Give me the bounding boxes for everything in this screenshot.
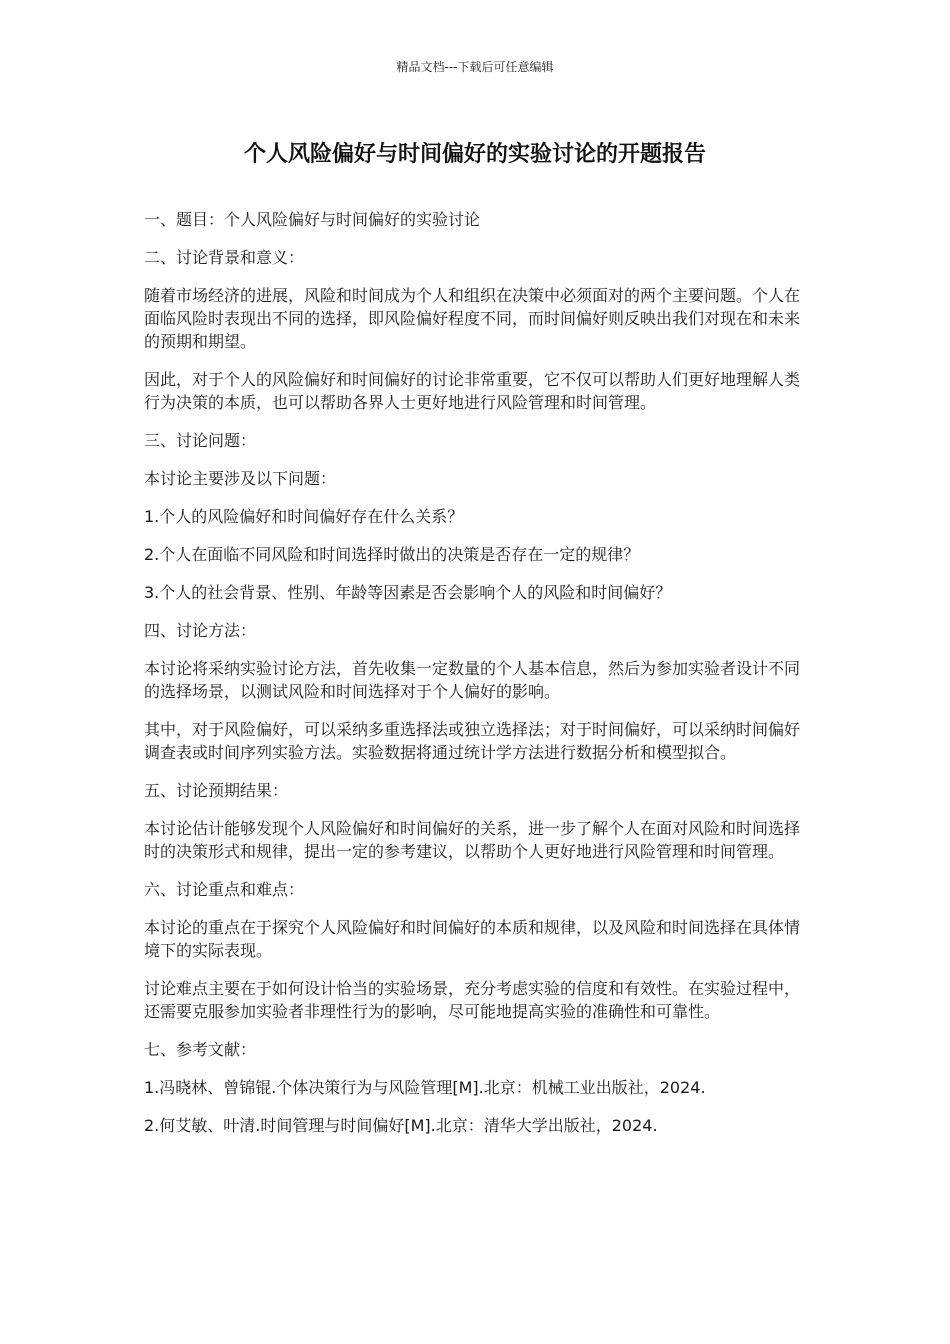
heading-references: 七、参考文献： — [144, 1040, 257, 1059]
paragraph: 本讨论主要涉及以下问题： — [144, 469, 337, 488]
heading-key-points: 六、讨论重点和难点： — [144, 880, 305, 899]
heading-background: 二、讨论背景和意义： — [144, 248, 305, 267]
paragraph: 本讨论的重点在于探究个人风险偏好和时间偏好的本质和规律，以及风险和时间选择在具体情境下的实际表现。 — [144, 918, 801, 960]
reference-item: 2.何艾敏、叶清.时间管理与时间偏好[M].北京：清华大学出版社，2024. — [144, 1116, 658, 1135]
document-body — [144, 208, 806, 1152]
paragraph: 本讨论估计能够发现个人风险偏好和时间偏好的关系，进一步了解个人在面对风险和时间选择时的决策形式和规律，提出一定的参考建议，以帮助个人更好地进行风险管理和时间管理。 — [144, 819, 801, 861]
document-title: 个人风险偏好与时间偏好的实验讨论的开题报告 — [243, 142, 706, 167]
heading-topic: 一、题目：个人风险偏好与时间偏好的实验讨论 — [144, 210, 481, 229]
list-item: 3.个人的社会背景、性别、年龄等因素是否会影响个人的风险和时间偏好？ — [144, 583, 672, 602]
paragraph: 讨论难点主要在于如何设计恰当的实验场景，充分考虑实验的信度和有效性。在实验过程中，还需要克服参加实验者非理性行为的影响，尽可能地提高实验的准确性和可靠性。 — [144, 979, 801, 1021]
paragraph: 其中，对于风险偏好，可以采纳多重选择法或独立选择法；对于时间偏好，可以采纳时间偏好调查表或时间序列实验方法。实验数据将通过统计学方法进行数据分析和模型拟合。 — [144, 720, 801, 762]
paragraph: 本讨论将采纳实验讨论方法，首先收集一定数量的个人基本信息，然后为参加实验者设计不同的选择场景，以测试风险和时间选择对于个人偏好的影响。 — [144, 659, 801, 701]
heading-questions: 三、讨论问题： — [144, 431, 257, 450]
list-item: 2.个人在面临不同风险和时间选择时做出的决策是否存在一定的规律？ — [144, 545, 640, 564]
reference-item: 1.冯晓林、曾锦锟.个体决策行为与风险管理[M].北京：机械工业出版社，2024. — [144, 1078, 706, 1097]
heading-expected-results: 五、讨论预期结果： — [144, 781, 289, 800]
heading-methods: 四、讨论方法： — [144, 621, 257, 640]
paragraph: 随着市场经济的进展，风险和时间成为个人和组织在决策中必须面对的两个主要问题。个人在面临风险时表现出不同的选择，即风险偏好程度不同，而时间偏好则反映出我们对现在和未来的预期和期望。 — [144, 286, 801, 351]
header-note: 精品文档---下载后可任意编辑 — [396, 60, 554, 74]
paragraph: 因此，对于个人的风险偏好和时间偏好的讨论非常重要，它不仅可以帮助人们更好地理解人类行为决策的本质，也可以帮助各界人士更好地进行风险管理和时间管理。 — [144, 370, 801, 412]
list-item: 1.个人的风险偏好和时间偏好存在什么关系？ — [144, 507, 464, 526]
